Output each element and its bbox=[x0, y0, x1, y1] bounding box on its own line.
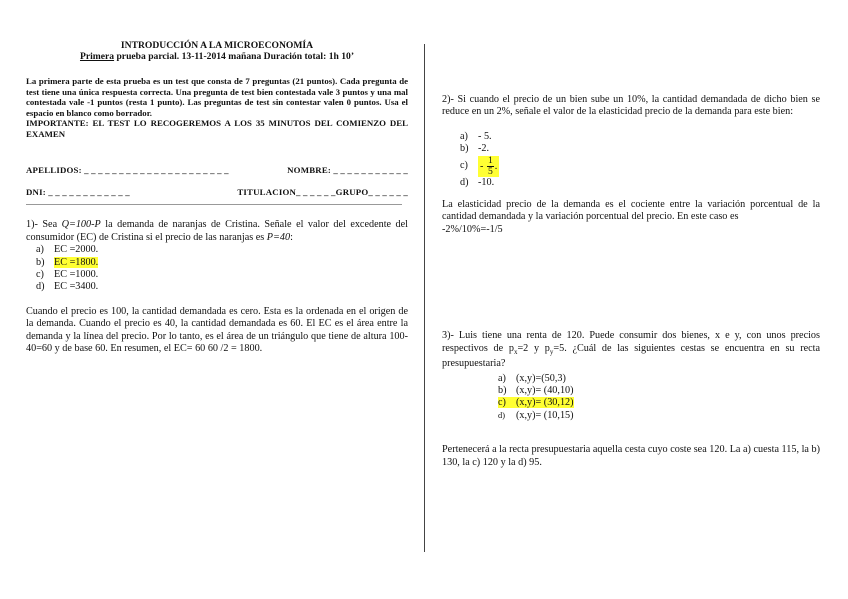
q2-option-d: d) -10. bbox=[460, 176, 495, 188]
subtitle-rest: prueba parcial. 13-11-2014 mañana Duración total: 1h 10’ bbox=[114, 51, 355, 62]
column-divider bbox=[424, 44, 425, 552]
q1-option-b: b) EC =1800. bbox=[36, 256, 99, 268]
exam-title: INTRODUCCIÓN A LA MICROECONOMÍA bbox=[120, 40, 314, 51]
q1-explanation: Cuando el precio es 100, la cantidad demandada es cero. Esta es la ordenada en el origen de la demanda. Cuando el precio es 40, la cantidad demandada es 60. El EC es el área entre la demanda y la línea del precio. Por lo tanto, es el área de un triángulo que tiene de altura 100-40=60 y de base 60. En resumen, el EC= 60 60 /2 = 1800. bbox=[26, 305, 408, 355]
q2-correct-answer: - $\frac{1}{5}$ . bbox=[480, 154, 498, 177]
q3-correct-answer: c) (x,y)= (30,12) bbox=[498, 397, 574, 409]
q3-explanation: Pertenecerá a la recta presupuestaria aquella cesta cuyo coste sea 120. La a) cuesta 115, la b) 130, la c) 120 y la d) 95. bbox=[442, 444, 820, 468]
dni-field: DNI: _ _ _ _ _ _ _ _ _ _ _ _ bbox=[26, 186, 130, 197]
q1-option-c: c) EC =1000. bbox=[36, 269, 99, 280]
q1-price: P=40 bbox=[266, 231, 291, 243]
q3-option-a: a) (x,y)=(50,3) bbox=[498, 372, 566, 384]
question-1-options bbox=[26, 244, 408, 294]
question-1 bbox=[26, 219, 408, 355]
q2-option-c: c) - $\frac{1}{5}$ . bbox=[460, 154, 498, 177]
nombre-field: NOMBRE: _ _ _ _ _ _ _ _ _ _ _ bbox=[287, 164, 408, 175]
instructions-important: IMPORTANTE: EL TEST LO RECOGEREMOS A LOS 35 MINUTOS DEL COMIENZO DEL EXAMEN bbox=[26, 118, 408, 139]
instructions bbox=[26, 76, 408, 140]
question-2 bbox=[442, 94, 820, 236]
question-3 bbox=[442, 330, 820, 469]
question-1-text bbox=[26, 219, 408, 244]
exam-subtitle bbox=[26, 51, 408, 62]
q2-option-b: b) -2. bbox=[460, 143, 490, 155]
q1-equation: Q=100-P bbox=[61, 219, 101, 231]
right-column bbox=[442, 94, 820, 469]
q3-option-b: b) (x,y)= (40,10) bbox=[498, 384, 574, 396]
instructions-text: La primera parte de esta prueba es un test que consta de 7 preguntas (21 puntos). Cada pregunta de test tiene una única respuesta correcta. Una pregunta de test bien contestada vale 3 puntos y una mal contestada vale -1 puntos (resta 1 punto). Las preguntas de test sin contestar valen 0 puntos. Usa el espacio en blanco como borrador. bbox=[26, 76, 408, 118]
question-3-text: 3)- Luis tiene una renta de 120. Puede consumir dos bienes, x e y, con unos precios respectivos de $p_x=2$ y $p_y=5$. ¿Cuál de las siguientes cestas se encuentra en su recta presupuestaria? bbox=[442, 330, 820, 370]
fraction: $\frac{1}{5}$ bbox=[487, 154, 493, 177]
question-3-options bbox=[498, 373, 820, 423]
apellidos-field: APELLIDOS: _ _ _ _ _ _ _ _ _ _ _ _ _ _ _ _ _ _ _ _ _ bbox=[26, 164, 229, 175]
q1-suffix: : bbox=[290, 231, 293, 243]
question-2-text: 2)- Si cuando el precio de un bien sube un 10%, la cantidad demandada de dicho bien se reduce en un 2%, señale el valor de la elasticidad precio de la demanda para este bien: bbox=[442, 94, 820, 118]
question-2-options bbox=[442, 131, 820, 189]
form-row-ids bbox=[26, 186, 408, 198]
q1-option-a: a) EC =2000. bbox=[36, 244, 99, 256]
titulacion-grupo-field: TITULACION_ _ _ _ _ _GRUPO_ _ _ _ _ _ bbox=[237, 186, 408, 197]
q1-option-d: d) EC =3400. bbox=[36, 281, 99, 293]
subtitle-underlined: Primera bbox=[79, 51, 115, 62]
q3-option-d: d) (x,y)= (10,15) bbox=[498, 409, 574, 421]
q2-result: -2%/10%=-1/5 bbox=[442, 223, 503, 235]
q1-body: la demanda de naranjas de Cristina. Señale el valor del excedente del consumidor (EC) de Cristina si el precio de las naranjas es bbox=[26, 219, 408, 243]
q3-option-c bbox=[498, 397, 820, 409]
q2-option-a: a) - 5. bbox=[460, 130, 492, 142]
q1-correct-answer: EC =1800. bbox=[54, 256, 99, 268]
q2-explanation: La elasticidad precio de la demanda es el cociente entre la variación porcentual de la cantidad demandada y la variación porcentual del precio. En este caso es bbox=[442, 199, 820, 223]
form-row-names bbox=[26, 164, 408, 176]
q1-prefix: 1)- Sea bbox=[26, 219, 62, 231]
left-column bbox=[26, 40, 408, 355]
divider-line bbox=[26, 204, 402, 205]
